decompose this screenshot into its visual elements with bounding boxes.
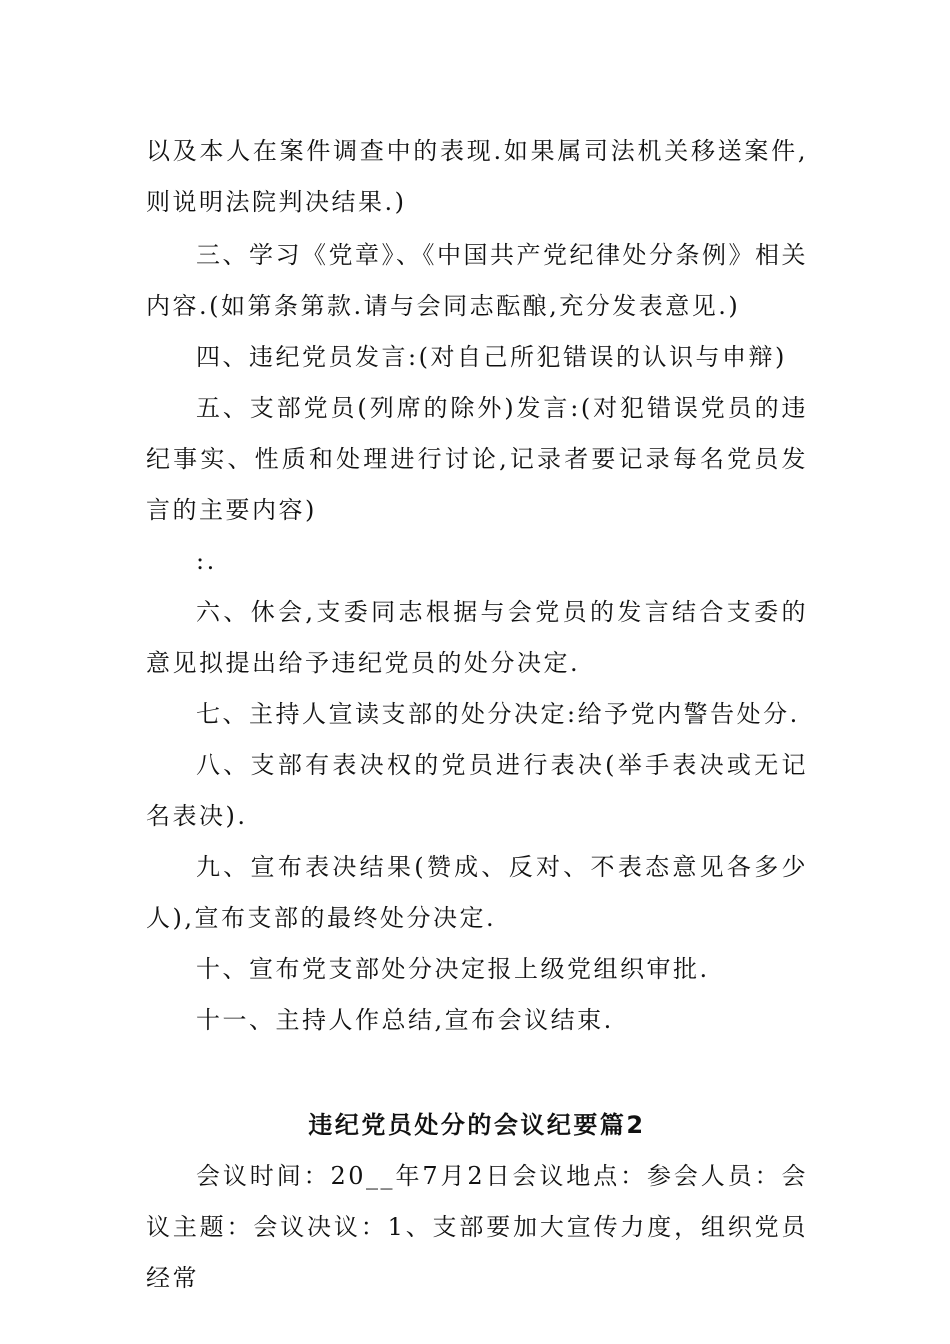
document-page [146, 126, 808, 1304]
paragraph-2: 三、学习《党章》、《中国共产党纪律处分条例》相关内容.(如第条第款.请与会同志酝酿,充分发表意见.) [146, 241, 808, 320]
paragraph-12: 会议时间：20__年7月2日会议地点：参会人员：会议主题：会议决议：1、支部要加大宣传力度，组织党员经常 [146, 1162, 808, 1292]
paragraph-5: :. [196, 547, 217, 575]
paragraph-10: 十、宣布党支部处分决定报上级党组织审批. [196, 955, 710, 983]
paragraph-11: 十一、主持人作总结,宣布会议结束. [196, 1006, 614, 1034]
paragraph-7: 七、主持人宣读支部的处分决定:给予党内警告处分. [196, 700, 800, 728]
paragraph-1: 以及本人在案件调查中的表现.如果属司法机关移送案件,则说明法院判决结果.) [146, 137, 808, 216]
paragraph-6: 六、休会,支委同志根据与会党员的发言结合支委的意见拟提出给予违纪党员的处分决定. [146, 598, 808, 677]
paragraph-8: 八、支部有表决权的党员进行表决(举手表决或无记名表决). [146, 751, 808, 830]
paragraph-4: 五、支部党员(列席的除外)发言:(对犯错误党员的违纪事实、性质和处理进行讨论,记录者要记录每名党员发言的主要内容) [146, 394, 808, 524]
paragraph-9: 九、宣布表决结果(赞成、反对、不表态意见各多少人),宣布支部的最终处分决定. [146, 853, 808, 932]
section-heading: 违纪党员处分的会议纪要篇2 [308, 1111, 646, 1139]
paragraph-3: 四、违纪党员发言:(对自己所犯错误的认识与申辩) [196, 343, 787, 371]
